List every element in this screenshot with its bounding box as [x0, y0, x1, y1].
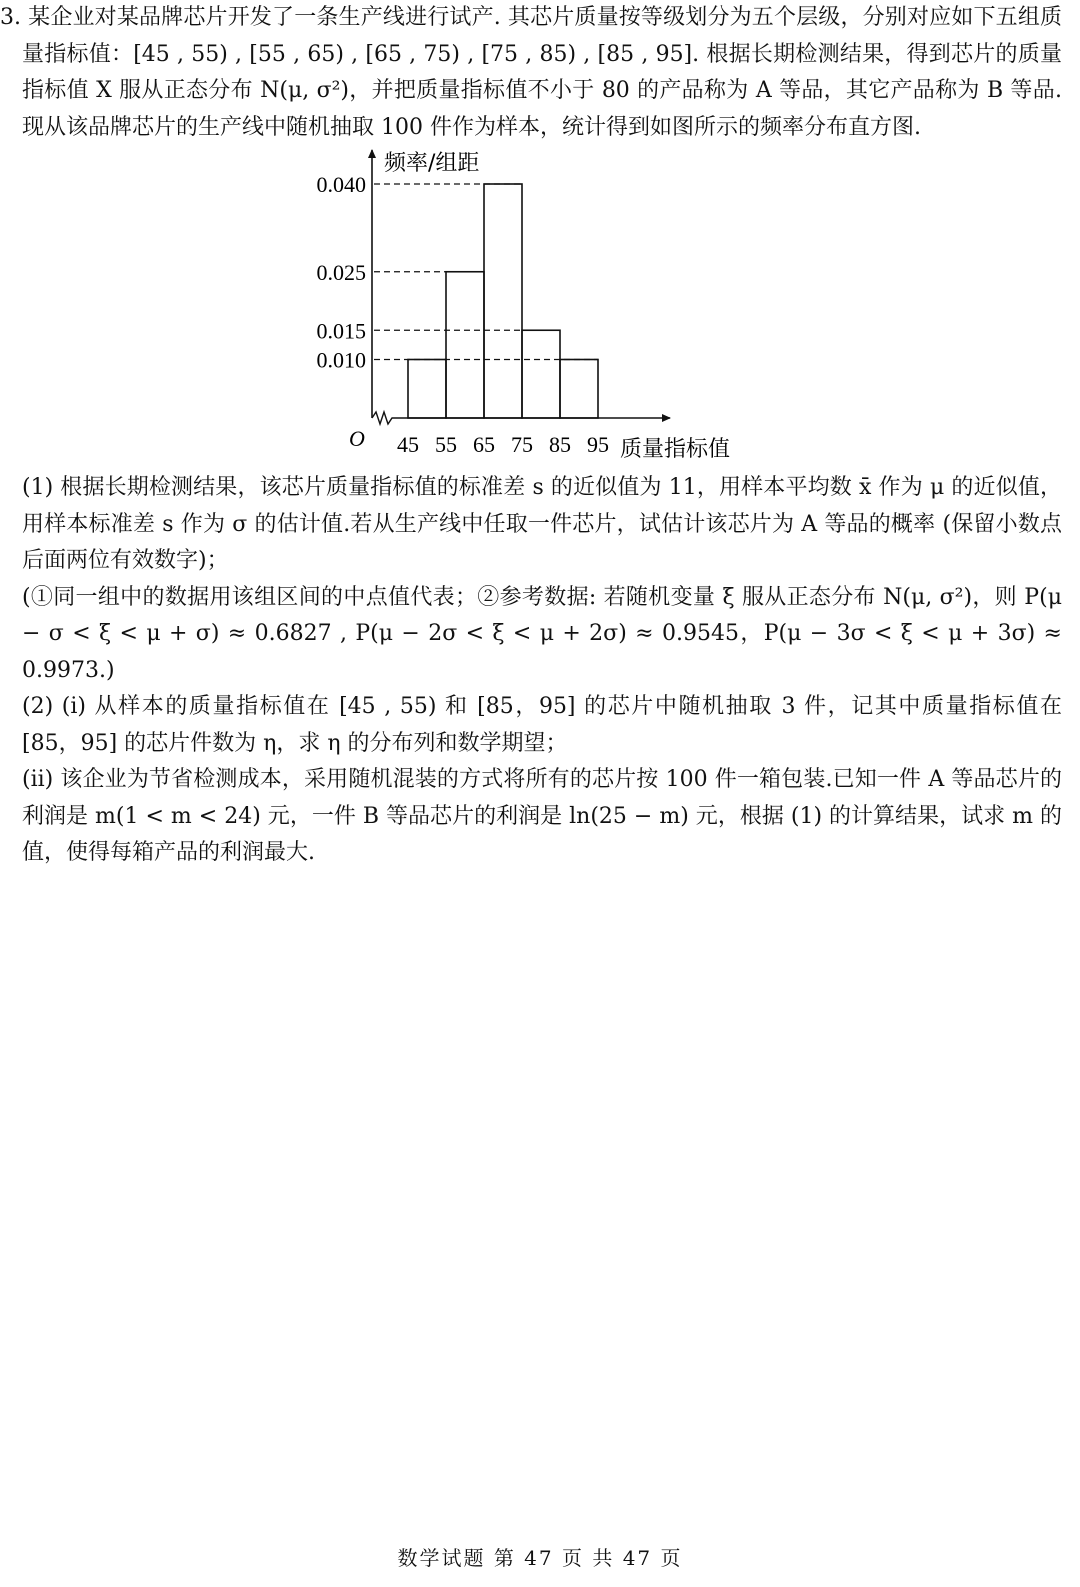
- x-tick-label: 55: [435, 432, 457, 457]
- x-axis-label: 质量指标值: [620, 437, 731, 462]
- axis-break: [372, 412, 408, 424]
- problem-number: 3.: [0, 5, 21, 30]
- y-axis-label: 频率/组距: [384, 151, 480, 176]
- y-tick-label: 0.015: [316, 318, 366, 344]
- histogram-bar: [522, 330, 560, 418]
- x-tick-label: 75: [511, 432, 533, 457]
- question-1: (1) 根据长期检测结果，该芯片质量指标值的标准差 s 的近似值为 11，用样本平均数 x̄ 作为 μ 的近似值，用样本标准差 s 作为 σ 的估计值.若从生产线中任取一件芯片，试估计该芯片为 A 等品的概率 (保留小数点后面两位有效数字)；: [22, 475, 1062, 573]
- page-footer: 数学试题 第 47 页 共 47 页: [397, 1546, 683, 1570]
- origin-label: O: [349, 426, 365, 451]
- histogram-bar: [484, 184, 522, 418]
- x-tick-label: 85: [549, 432, 571, 457]
- histogram-bar: [408, 360, 446, 419]
- y-tick-label: 0.025: [316, 259, 366, 285]
- questions: [22, 470, 1062, 872]
- question-2-i: (2) (i) 从样本的质量指标值在 [45 , 55) 和 [85，95] 的芯片中随机抽取 3 件，记其中质量指标值在 [85，95] 的芯片件数为 η，求 η 的分布列和数学期望；: [22, 694, 1062, 756]
- x-tick-label: 45: [397, 432, 419, 457]
- y-tick-label: 0.010: [316, 347, 366, 373]
- x-tick-label: 65: [473, 432, 495, 457]
- frequency-histogram: [0, 0, 1080, 470]
- problem-text: 某企业对某品牌芯片开发了一条生产线进行试产. 其芯片质量按等级划分为五个层级，分别对应如下五组质量指标值：[45 , 55) , [55 , 65) , [65 , 75) , [75 , 85) , [85 , 95]. 根据长期检测结果，得到芯片的质量指标值 X 服从正态分布 N(μ, σ²)，并把质量指标值不小于 80 的产品称为 A 等品，其它产品称为 B 等品.现从该品牌芯片的生产线中随机抽取 100 件作为样本，统计得到如图所示的频率分布直方图.: [21, 5, 1062, 140]
- histogram-bar: [560, 360, 598, 419]
- histogram-bar: [446, 272, 484, 418]
- y-tick-label: 0.040: [316, 172, 366, 197]
- question-2-ii: (ii) 该企业为节省检测成本，采用随机混装的方式将所有的芯片按 100 件一箱包装.已知一件 A 等品芯片的利润是 m(1 < m < 24) 元，一件 B 等品芯片的利润是 ln(25 − m) 元，根据 (1) 的计算结果，试求 m 的值，使得每箱产品的利润最大.: [22, 767, 1062, 865]
- x-tick-label: 95: [587, 432, 609, 457]
- question-1-note: (①同一组中的数据用该组区间的中点值代表；②参考数据: 若随机变量 ξ 服从正态分布 N(μ, σ²)，则 P(μ − σ < ξ < μ + σ) ≈ 0.6827 , P(μ − 2σ < ξ < μ + 2σ) ≈ 0.9545，P(μ − 3σ < ξ < μ + 3σ) ≈ 0.9973.): [22, 584, 1062, 683]
